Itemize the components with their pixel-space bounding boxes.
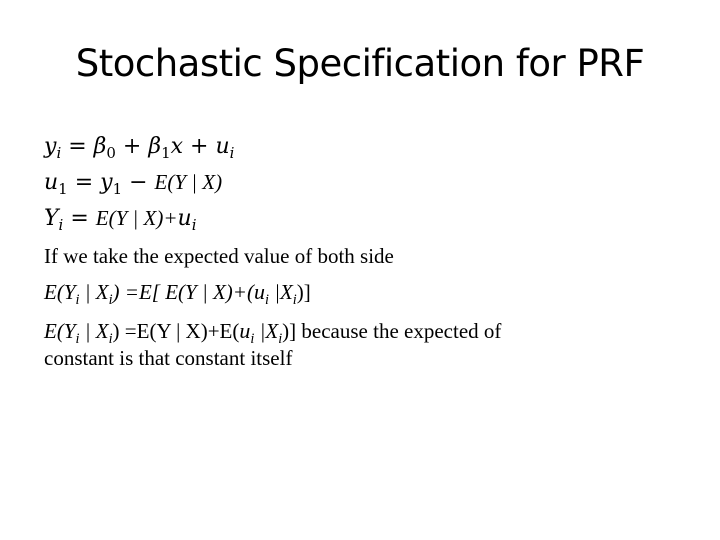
expr-part: |X (254, 319, 279, 343)
var-u: u (44, 170, 59, 195)
expr-part: | X (79, 319, 109, 343)
var-Y: Y (44, 206, 59, 231)
minus-sign: − (129, 170, 148, 195)
expr-part: |X (268, 280, 293, 304)
var-y: y (44, 134, 57, 159)
subscript: i (229, 144, 235, 163)
beta-one: β (148, 134, 162, 159)
text-expected-value-line: If we take the expected value of both side (44, 244, 394, 268)
subscript: i (75, 330, 80, 347)
subscript: i (58, 216, 64, 235)
equals-sign: = (74, 170, 94, 195)
slide-title: Stochastic Specification for PRF (75, 42, 645, 85)
text-constant-line: constant is that constant itself (44, 346, 293, 370)
equation-stochastic-line (44, 206, 197, 235)
subscript: i (56, 144, 62, 163)
equals-sign: = (68, 134, 87, 159)
var-u: u (177, 206, 192, 231)
var-x: x (170, 134, 183, 159)
subscript: i (250, 330, 255, 347)
plus-sign: + (122, 134, 142, 159)
subscript: i (278, 330, 283, 347)
expr-part: ) =E(Y | X)+E( (112, 319, 240, 343)
subscript: i (191, 216, 197, 235)
var-u: u (239, 318, 251, 343)
subscript: 0 (106, 144, 116, 163)
expr-part: E(Y (44, 319, 76, 343)
expr-part: E(Y (44, 280, 76, 304)
subscript: i (108, 330, 113, 347)
conditional-expectation: E(Y | X) (154, 170, 223, 194)
expr-part: ) =E[ E(Y | X)+( (112, 280, 254, 304)
var-u: u (215, 134, 230, 159)
subscript: 1 (112, 180, 123, 199)
conditional-expectation: E(Y | X)+ (95, 206, 178, 230)
var-u: u (253, 279, 265, 304)
equation-error-line (44, 170, 223, 199)
plus-sign: + (190, 134, 209, 159)
subscript: i (264, 291, 269, 308)
subscript: 1 (58, 180, 68, 199)
expr-part: )] (296, 280, 311, 304)
equation-expectation-both-sides (44, 279, 311, 308)
subscript: 1 (161, 144, 171, 163)
subscript: i (108, 291, 113, 308)
beta-zero: β (93, 134, 107, 159)
equals-sign: = (70, 206, 89, 231)
equation-prf-line (44, 134, 235, 163)
expr-part: )] because the expected of (282, 319, 502, 343)
subscript: i (292, 291, 297, 308)
equation-expectation-result (44, 318, 502, 347)
expr-part: | X (79, 280, 109, 304)
subscript: i (75, 291, 80, 308)
var-y: y (100, 170, 113, 195)
